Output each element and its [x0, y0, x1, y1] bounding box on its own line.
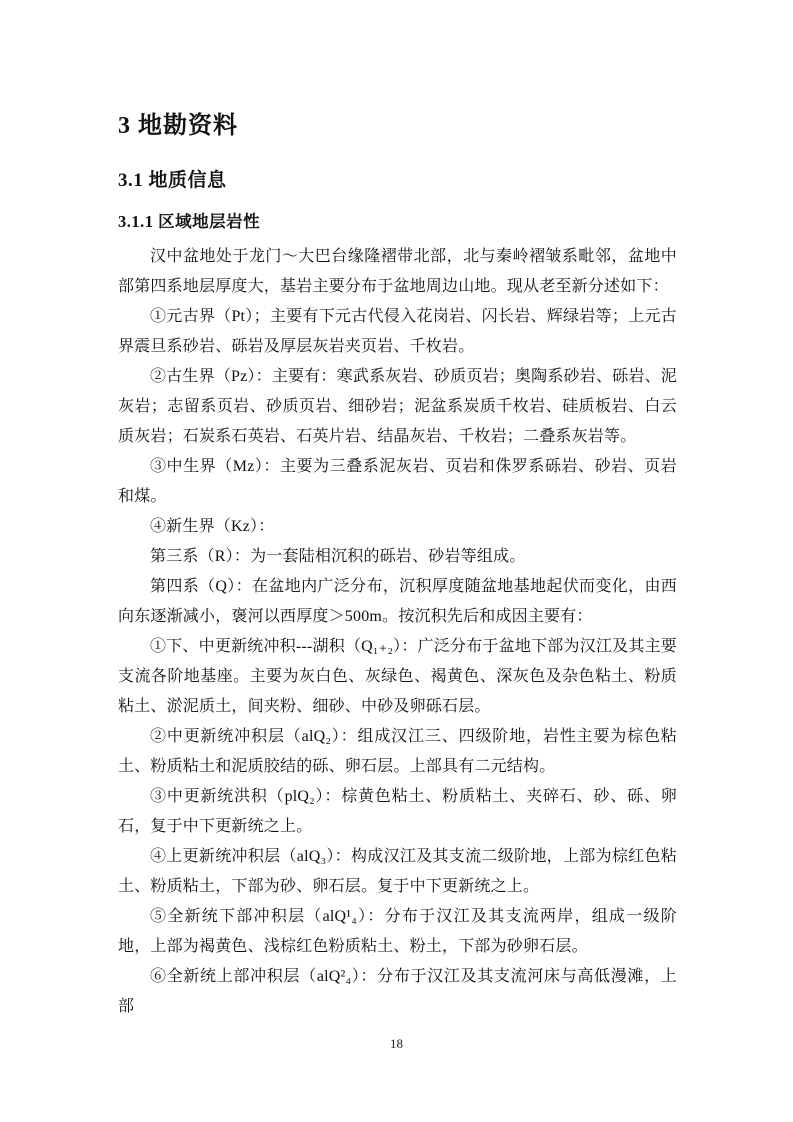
paragraph: 第三系（R）：为一套陆相沉积的砾岩、砂岩等组成。	[150, 548, 526, 565]
paragraph: ④上更新统冲积层（alQ₃）：构成汉江及其支流二级阶地，上部为棕红色粘土、粉质粘土，下部为砂、卵石层。复于中下更新统之上。	[118, 848, 677, 895]
paragraph: ③中更新统洪积（plQ₂）：棕黄色粘土、粉质粘土、夹碎石、砂、砾、卵石，复于中下更新统之上。	[118, 788, 677, 835]
subsection-heading: 3.1.1 区域地层岩性	[118, 212, 261, 231]
page-number: 18	[390, 1036, 403, 1051]
paragraph: ⑥全新统上部冲积层（alQ²₄）：分布于汉江及其支流河床与高低漫滩，上部	[118, 968, 677, 1015]
paragraph: ②中更新统冲积层（alQ₂）：组成汉江三、四级阶地，岩性主要为棕色粘土、粉质粘土和泥质胶结的砾、卵石层。上部具有二元结构。	[118, 728, 677, 775]
paragraph: ①元古界（Pt）；主要有下元古代侵入花岗岩、闪长岩、辉绿岩等；上元古界震旦系砂岩、砾岩及厚层灰岩夹页岩、千枚岩。	[118, 308, 677, 355]
paragraph: ④新生界（Kz）：	[150, 518, 275, 535]
paragraph: ①下、中更新统冲积---湖积（Q₁₊₂）：广泛分布于盆地下部为汉江及其主要支流各阶地基座。主要为灰白色、灰绿色、褐黄色、深灰色及杂色粘土、粉质粘土、淤泥质土，间夹粉、细砂、中砂及卵砾石层。	[118, 638, 677, 715]
paragraph: 汉中盆地处于龙门～大巴台缘隆褶带北部，北与秦岭褶皱系毗邻，盆地中部第四系地层厚度大，基岩主要分布于盆地周边山地。现从老至新分述如下：	[118, 248, 677, 295]
chapter-heading: 3 地勘资料	[118, 113, 238, 139]
paragraph: 第四系（Q）：在盆地内广泛分布，沉积厚度随盆地基地起伏而变化，由西向东逐渐减小，褒河以西厚度＞500m。按沉积先后和成因主要有：	[118, 578, 677, 625]
document-body	[118, 242, 677, 1022]
paragraph: ⑤全新统下部冲积层（alQ¹₄）：分布于汉江及其支流两岸，组成一级阶地，上部为褐黄色、浅棕红色粉质粘土、粉土，下部为砂卵石层。	[118, 908, 677, 955]
paragraph: ②古生界（Pz）：主要有：寒武系灰岩、砂质页岩；奥陶系砂岩、砾岩、泥灰岩；志留系页岩、砂质页岩、细砂岩；泥盆系炭质千枚岩、硅质板岩、白云质灰岩；石炭系石英岩、石英片岩、结晶灰岩、千枚岩；二叠系灰岩等。	[118, 368, 677, 445]
paragraph: ③中生界（Mz）：主要为三叠系泥灰岩、页岩和侏罗系砾岩、砂岩、页岩和煤。	[118, 458, 677, 505]
section-heading: 3.1 地质信息	[118, 170, 227, 191]
document-content	[118, 110, 677, 1022]
